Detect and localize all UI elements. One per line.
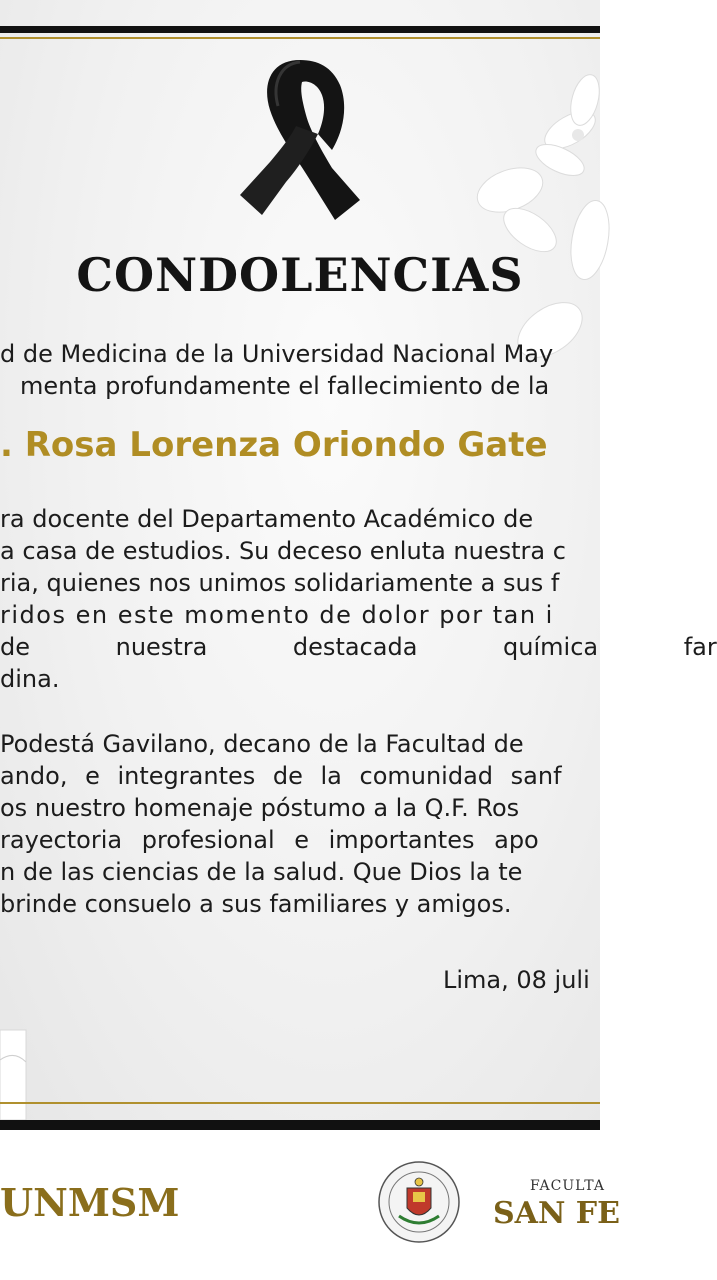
unmsm-logo-text: UNMSM bbox=[0, 1180, 180, 1225]
page-title: CONDOLENCIAS bbox=[76, 248, 524, 302]
top-black-bar bbox=[0, 26, 600, 33]
paragraph1-line-2: a casa de estudios. Su deceso enluta nuestra c bbox=[0, 537, 566, 565]
paragraph1-line-5: de nuestra destacada química far bbox=[0, 633, 717, 661]
paragraph2-line-2: ando, e integrantes de la comunidad sanf bbox=[0, 762, 562, 790]
paragraph1-line-4: ridos en este momento de dolor por tan i bbox=[0, 601, 554, 629]
faculty-seal-icon bbox=[377, 1160, 461, 1244]
top-gold-line bbox=[0, 37, 600, 39]
candle-decoration-icon bbox=[0, 1020, 30, 1120]
paragraph1-line-1: ra docente del Departamento Académico de bbox=[0, 505, 534, 533]
white-flowers-decoration-icon bbox=[470, 40, 600, 360]
paragraph2-line-1: Podestá Gavilano, decano de la Facultad de bbox=[0, 730, 524, 758]
intro-line-2: menta profundamente el fallecimiento de la bbox=[20, 372, 550, 400]
bottom-gold-line bbox=[0, 1102, 600, 1104]
intro-line-1: d de Medicina de la Universidad Nacional May bbox=[0, 340, 554, 368]
paragraph1-line-3: ria, quienes nos unimos solidariamente a sus f bbox=[0, 569, 560, 597]
paragraph1-line-6: dina. bbox=[0, 665, 60, 693]
date-line: Lima, 08 juli bbox=[443, 966, 590, 994]
mourning-ribbon-icon bbox=[240, 50, 360, 225]
faculty-label-small: FACULTA bbox=[530, 1178, 605, 1194]
faculty-label-big: SAN FE bbox=[493, 1196, 620, 1231]
deceased-name: . Rosa Lorenza Oriondo Gate bbox=[0, 425, 548, 465]
paragraph2-line-3: os nuestro homenaje póstumo a la Q.F. Ros bbox=[0, 794, 520, 822]
bottom-black-bar bbox=[0, 1120, 600, 1130]
paragraph2-line-6: brinde consuelo a sus familiares y amigos. bbox=[0, 890, 512, 918]
paragraph2-line-4: rayectoria profesional e importantes apo bbox=[0, 826, 539, 854]
paragraph2-line-5: n de las ciencias de la salud. Que Dios la te bbox=[0, 858, 523, 886]
